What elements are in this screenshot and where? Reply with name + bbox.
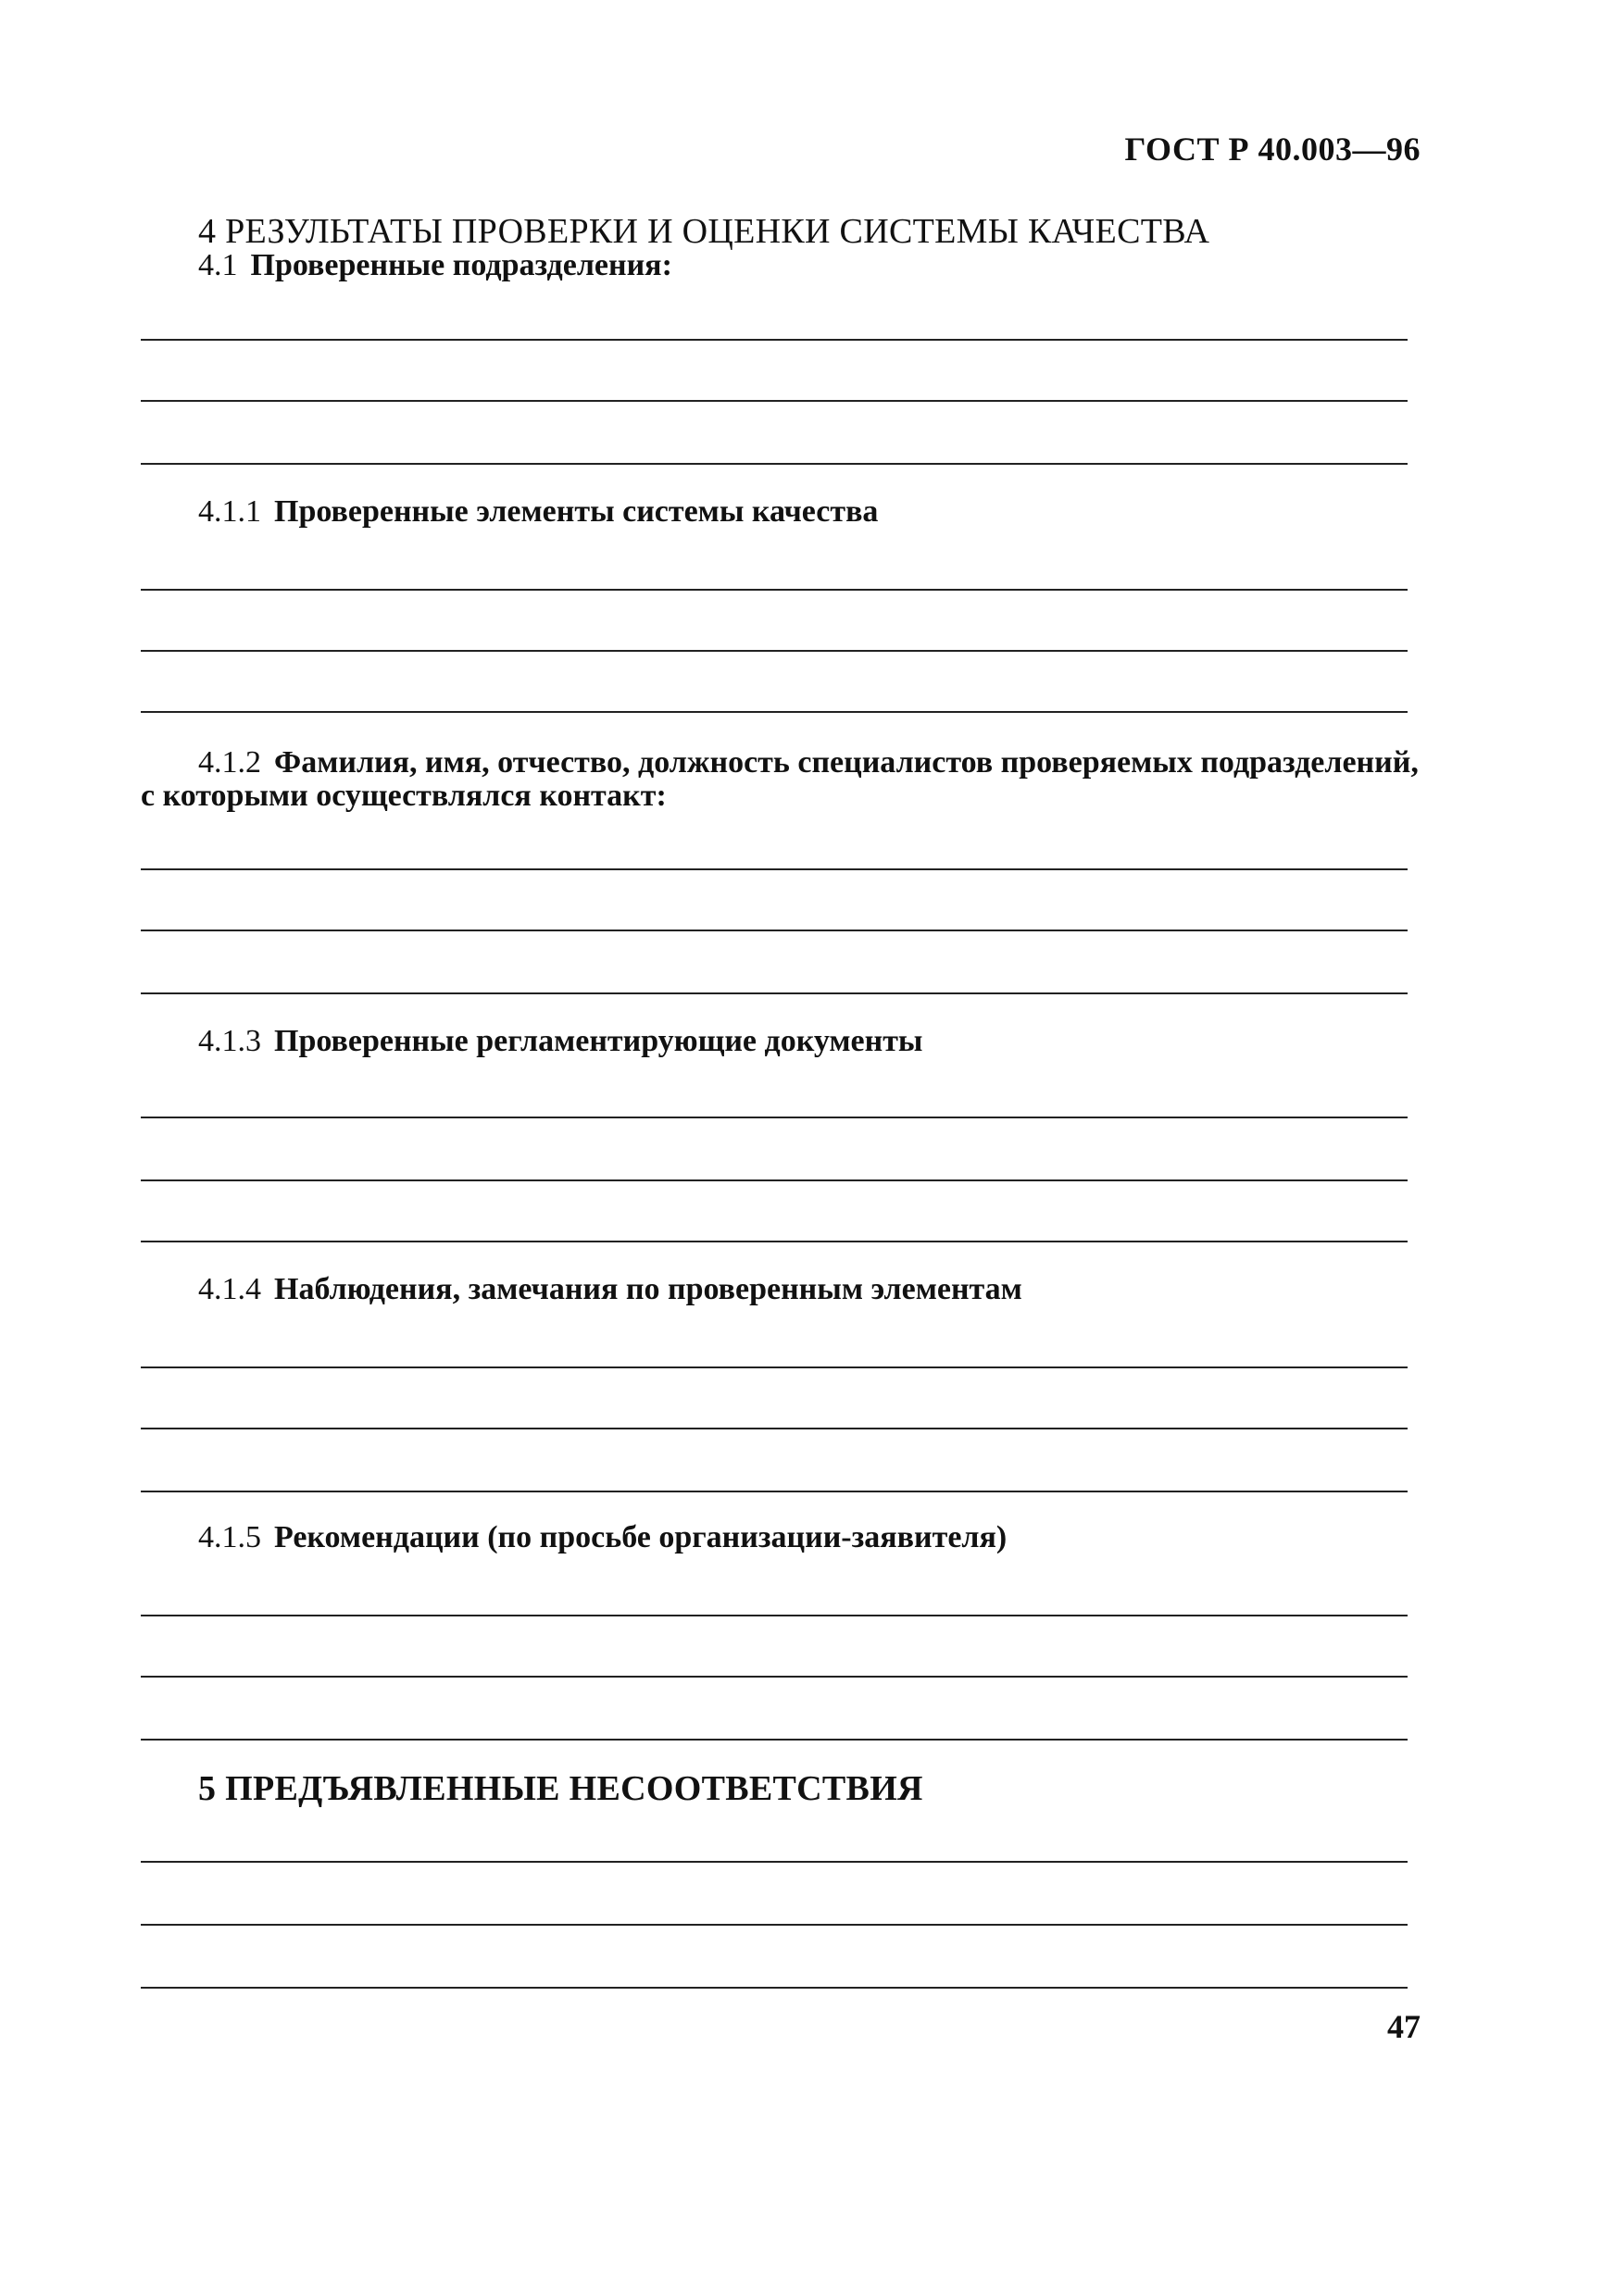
section-4-title: 4 РЕЗУЛЬТАТЫ ПРОВЕРКИ И ОЦЕНКИ СИСТЕМЫ КАЧЕСТВА: [198, 212, 1210, 251]
blank-line[interactable]: [141, 1117, 1408, 1118]
item-4-1-5: [198, 1520, 1007, 1555]
blank-line[interactable]: [141, 400, 1408, 402]
blank-line[interactable]: [141, 930, 1408, 931]
item-4-1-2-label: Фамилия, имя, отчество, должность специалистов проверяемых подразделений, с которыми осуществлялся контакт:: [141, 745, 1419, 813]
blank-line[interactable]: [141, 1615, 1408, 1616]
blank-line[interactable]: [141, 992, 1408, 994]
section-5-title: 5 ПРЕДЪЯВЛЕННЫЕ НЕСООТВЕТСТВИЯ: [198, 1769, 923, 1808]
blank-line[interactable]: [141, 1491, 1408, 1492]
item-4-1-2-number: 4.1.2: [198, 745, 261, 780]
item-4-1-3-label: Проверенные регламентирующие документы: [274, 1024, 923, 1058]
item-4-1-5-label: Рекомендации (по просьбе организации-заявителя): [274, 1520, 1008, 1554]
item-4-1-5-number: 4.1.5: [198, 1520, 261, 1554]
blank-line[interactable]: [141, 339, 1408, 341]
item-4-1-4-label: Наблюдения, замечания по проверенным элементам: [274, 1272, 1022, 1306]
blank-line[interactable]: [141, 1987, 1408, 1989]
blank-line[interactable]: [141, 650, 1408, 652]
blank-line[interactable]: [141, 868, 1408, 870]
item-4-1-number: 4.1: [198, 248, 238, 282]
blank-line[interactable]: [141, 1241, 1408, 1242]
blank-line[interactable]: [141, 711, 1408, 713]
blank-line[interactable]: [141, 1676, 1408, 1678]
blank-line[interactable]: [141, 1924, 1408, 1926]
blank-line[interactable]: [141, 1179, 1408, 1181]
blank-line[interactable]: [141, 463, 1408, 465]
item-4-1-2: [141, 746, 1428, 813]
item-4-1-label: Проверенные подразделения:: [250, 248, 672, 282]
item-4-1-4-number: 4.1.4: [198, 1272, 261, 1306]
item-4-1-1-number: 4.1.1: [198, 494, 261, 529]
item-4-1-1: [198, 494, 878, 530]
blank-line[interactable]: [141, 1428, 1408, 1429]
item-4-1-3: [198, 1024, 922, 1059]
page-number: 47: [1387, 2008, 1421, 2045]
item-4-1-1-label: Проверенные элементы системы качества: [274, 494, 879, 529]
blank-line[interactable]: [141, 589, 1408, 591]
item-4-1-4: [198, 1272, 1022, 1307]
document-code: ГОСТ Р 40.003—96: [1124, 131, 1421, 168]
blank-line[interactable]: [141, 1366, 1408, 1368]
item-4-1: [198, 248, 672, 283]
item-4-1-3-number: 4.1.3: [198, 1024, 261, 1058]
blank-line[interactable]: [141, 1861, 1408, 1863]
blank-line[interactable]: [141, 1739, 1408, 1741]
